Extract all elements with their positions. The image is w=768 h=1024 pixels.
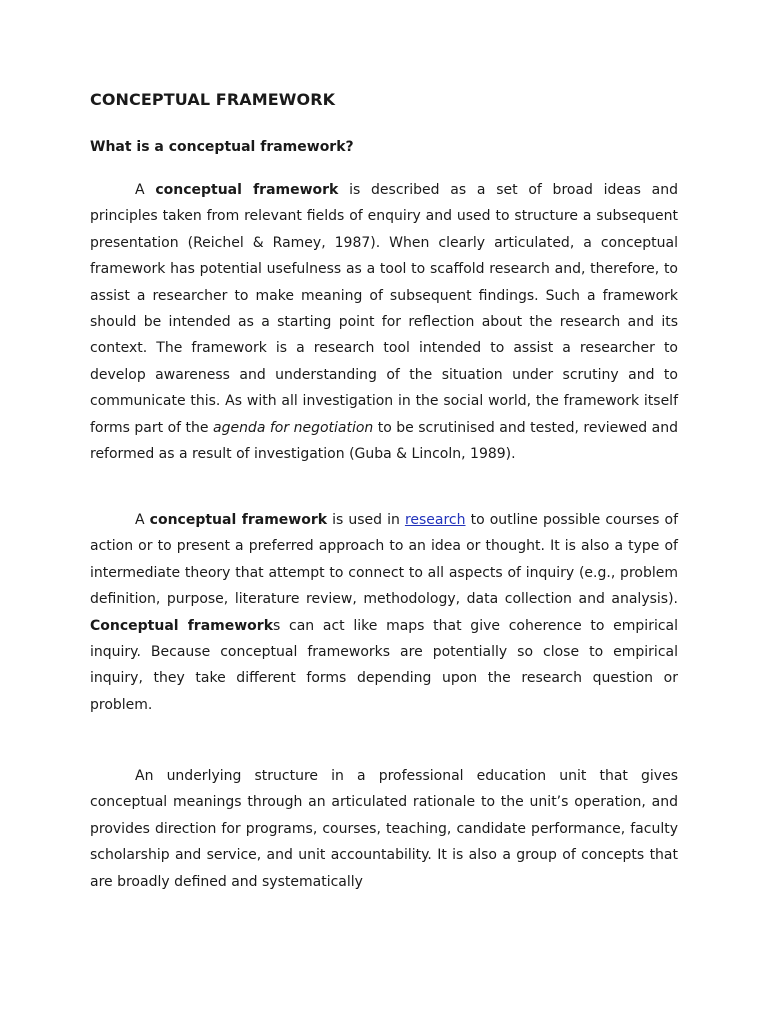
research-link[interactable]: research [404, 512, 466, 528]
p2-bold-term-2: Conceptual framework [90, 617, 274, 634]
p3-text: An underlying structure in a professional education unit that gives conceptual meanings through an articulated rationale to the unit’s operation, and provides direction for programs, courses, teaching, candidate performance, faculty scholarship and service, and unit accountability. It is also a group of concepts that are broadly defined and systematically [90, 768, 678, 890]
p1-text-c: is described as a set of broad ideas and principles taken from relevant fields of enquiry and used to structure a subsequent presentation (Reichel & Ramey, 1987). When clearly articulated, a conceptual framework has potential usefulness as a tool to scaffold research and, therefore, to assist a researcher to make meaning of subsequent findings. Such a framework should be intended as a starting point for reflection about the research and its context. The framework is a research tool intended to assist a researcher to develop awareness and understanding of the situation under scrutiny and to communicate this. As with all investigation in the social world, the framework itself forms part of the [90, 182, 678, 436]
p1-bold-term: conceptual framework [155, 182, 339, 198]
paragraph-2 [90, 507, 678, 718]
paragraph-3 [90, 763, 678, 895]
p1-text-a: A [135, 182, 156, 198]
paragraph-1 [90, 177, 678, 467]
document-title: CONCEPTUAL FRAMEWORK [90, 90, 336, 109]
section-heading: What is a conceptual framework? [90, 139, 354, 155]
p2-text-d: to outline possible courses of action or to present a preferred approach to an idea or thought. It is also a type of intermediate theory that attempt to connect to all aspects of inquiry (e.g., problem definition, purpose, literature review, methodology, data collection and analysis). [90, 512, 679, 608]
p2-text-c: is used in [327, 512, 405, 528]
p2-bold-term: conceptual framework [149, 512, 328, 528]
p2-text-f: s can act like maps that give coherence to empirical inquiry. Because conceptual frameworks are potentially so close to empirical inquiry, they take different forms depending upon the research question or problem. [90, 617, 679, 713]
p2-text-a: A [135, 512, 150, 528]
p1-text-e: to be scrutinised and tested, reviewed and reformed as a result of investigation (Guba & Lincoln, 1989). [90, 419, 678, 463]
p1-italic-phrase: agenda for negotiation [212, 419, 374, 436]
